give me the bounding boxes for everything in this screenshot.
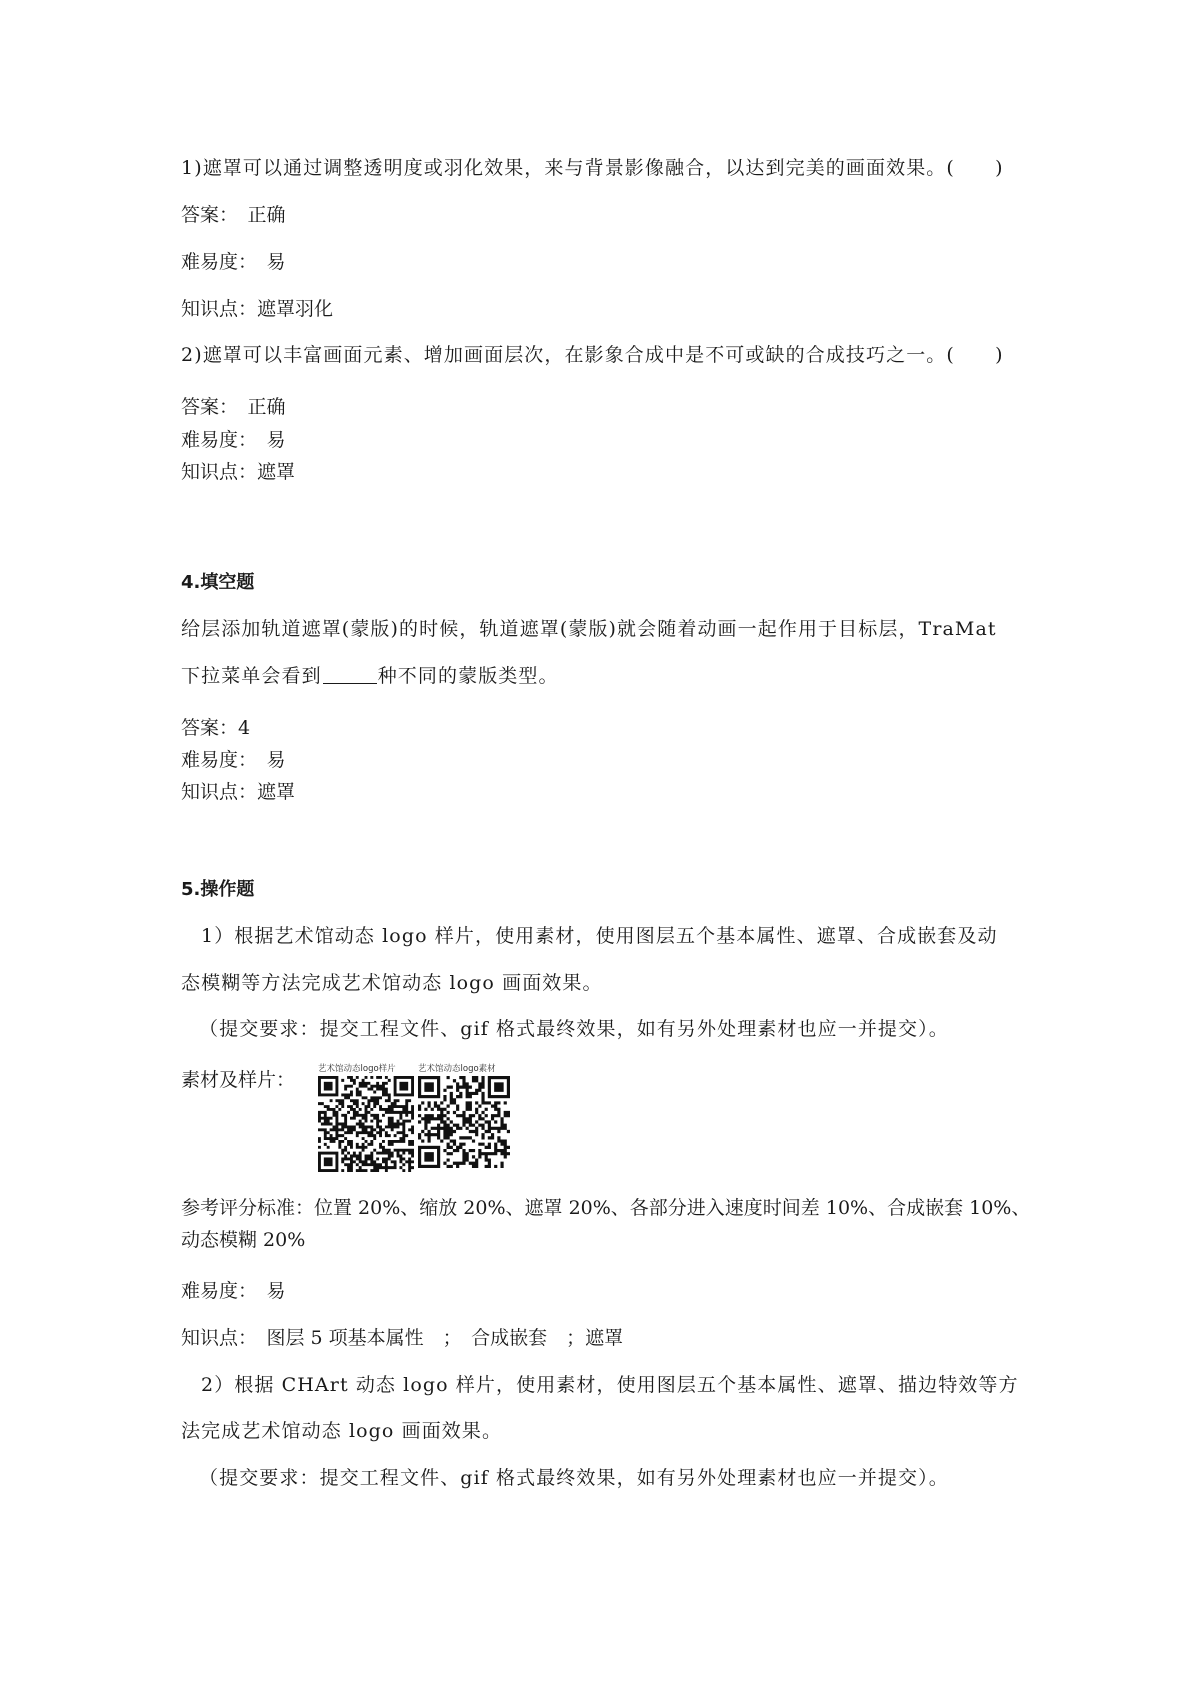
answer-blank <box>323 665 377 684</box>
question-tf-1: 1)遮罩可以通过调整透明度或羽化效果，来与背景影像融合，以达到完美的画面效果。( ) <box>181 157 1004 179</box>
submit-requirement-1: （提交要求：提交工程文件、gif 格式最终效果，如有另外处理素材也应一并提交）。 <box>199 1018 949 1040</box>
knowledge-tf-1: 知识点：遮罩羽化 <box>181 298 334 320</box>
qr-finder-pattern <box>418 1146 440 1168</box>
answer-tf-1: 答案： 正确 <box>181 204 286 226</box>
question-op-1-line-2: 态模糊等方法完成艺术馆动态 logo 画面效果。 <box>181 972 603 994</box>
knowledge-fill: 知识点：遮罩 <box>181 781 296 803</box>
qr-finder-pattern <box>488 1076 510 1098</box>
difficulty-fill: 难易度： 易 <box>181 749 286 771</box>
scoring-criteria-line-1: 参考评分标准：位置 20%、缩放 20%、遮罩 20%、各部分进入速度时间差 10%、合成嵌套 10%、 <box>181 1197 1031 1219</box>
qr-code-icon <box>318 1076 414 1172</box>
question-fill-line-2 <box>181 664 559 688</box>
qr-sample-caption: 艺术馆动态logo样片 <box>318 1064 396 1074</box>
knowledge-op-1: 知识点： 图层 5 项基本属性 ； 合成嵌套 ；遮罩 <box>181 1327 624 1349</box>
materials-label: 素材及样片： <box>181 1069 296 1091</box>
scoring-criteria-line-2: 动态模糊 20% <box>181 1229 306 1251</box>
knowledge-tf-2: 知识点：遮罩 <box>181 461 296 483</box>
qr-sample <box>318 1064 414 1172</box>
difficulty-op-1: 难易度： 易 <box>181 1280 286 1302</box>
question-fill-line-1: 给层添加轨道遮罩(蒙版)的时候，轨道遮罩(蒙版)就会随着动画一起作用于目标层，TraMat <box>181 618 997 640</box>
question-op-2-line-2: 法完成艺术馆动态 logo 画面效果。 <box>181 1420 503 1442</box>
qr-code-icon <box>418 1076 510 1168</box>
difficulty-tf-2: 难易度： 易 <box>181 429 286 451</box>
question-op-1-line-1: 1）根据艺术馆动态 logo 样片，使用素材，使用图层五个基本属性、遮罩、合成嵌套及动 <box>201 925 998 947</box>
qr-material <box>418 1064 510 1168</box>
answer-tf-2: 答案： 正确 <box>181 396 286 418</box>
question-tf-2: 2)遮罩可以丰富画面元素、增加画面层次，在影象合成中是不可或缺的合成技巧之一。( ) <box>181 344 1004 366</box>
qr-finder-pattern <box>318 1152 338 1172</box>
section-heading-fill: 4.填空题 <box>181 572 255 593</box>
difficulty-tf-1: 难易度： 易 <box>181 251 286 273</box>
qr-finder-pattern <box>394 1076 414 1096</box>
submit-requirement-2: （提交要求：提交工程文件、gif 格式最终效果，如有另外处理素材也应一并提交）。 <box>199 1467 949 1489</box>
question-op-2-line-1: 2）根据 CHArt 动态 logo 样片，使用素材，使用图层五个基本属性、遮罩、描边特效等方 <box>201 1374 1019 1396</box>
section-heading-operation: 5.操作题 <box>181 879 255 900</box>
qr-finder-pattern <box>318 1076 338 1096</box>
qr-material-caption: 艺术馆动态logo素材 <box>418 1064 496 1074</box>
qr-finder-pattern <box>418 1076 440 1098</box>
question-fill-text-after: 种不同的蒙版类型。 <box>377 665 559 687</box>
answer-fill: 答案：4 <box>181 717 251 739</box>
question-fill-text-before: 下拉菜单会看到 <box>181 665 322 687</box>
